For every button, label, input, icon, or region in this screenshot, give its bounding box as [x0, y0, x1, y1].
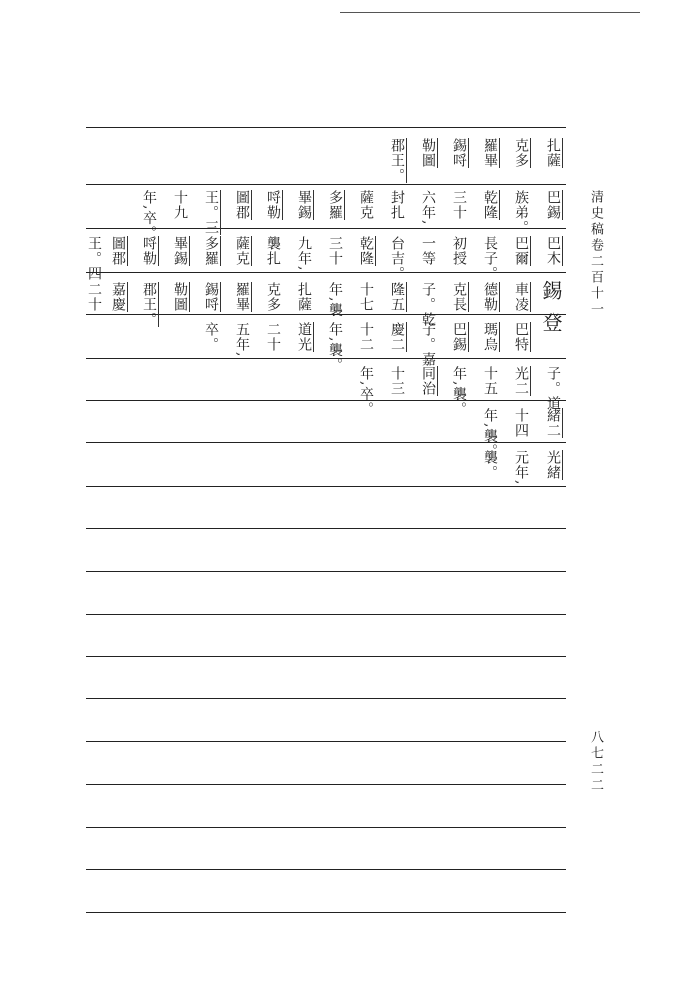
table-cell: 年,襲。: [482, 408, 498, 459]
rule-line: [86, 358, 566, 359]
table-cell: 光緒: [545, 450, 561, 480]
table-cell: 克多: [265, 282, 281, 312]
table-cell: 多羅: [203, 236, 219, 266]
table-cell: 十二: [358, 322, 374, 352]
table-cell: 德勒: [482, 282, 498, 312]
rule-line: [86, 827, 566, 828]
table-cell: 羅畢: [482, 138, 498, 168]
rule-line: [86, 912, 566, 913]
table-cell: 勒圖: [172, 282, 188, 312]
rule-line: [86, 698, 566, 699]
table-cell: 薩克: [234, 236, 250, 266]
table-cell: 年,襲: [327, 282, 343, 318]
rule-line: [86, 741, 566, 742]
table-cell: 台吉。: [389, 236, 405, 281]
table-cell: 十五: [482, 366, 498, 396]
table-cell: 扎薩: [545, 138, 561, 168]
table-cell: 二十: [265, 322, 281, 352]
table-cell: 光二: [513, 366, 529, 396]
table-cell: 勒圖: [420, 138, 436, 168]
table-cell: 薩克: [358, 190, 374, 220]
table-cell: 郡王。: [141, 282, 157, 327]
table-cell: 錫哷: [203, 282, 219, 312]
rule-line: [86, 486, 566, 487]
table-cell: 十三: [389, 366, 405, 396]
table-cell: 克長: [451, 282, 467, 312]
table-cell: 六年,: [420, 190, 436, 226]
table-cell: 三十: [451, 190, 467, 220]
table-cell: 長子。: [482, 236, 498, 281]
table-cell: 隆五: [389, 282, 405, 312]
table-cell: 初授: [451, 236, 467, 266]
table-cell: 子。乾: [420, 282, 436, 327]
table-cell: 年,襲。: [451, 366, 467, 417]
table-cell: 十七: [358, 282, 374, 312]
table-cell: 圖郡: [234, 190, 250, 220]
table-cell: 畢錫: [172, 236, 188, 266]
table-cell: 年,卒。: [358, 366, 374, 417]
table-cell: 王。四: [86, 236, 102, 281]
table-cell: 巴爾: [513, 236, 529, 266]
table-cell: 五年,: [234, 322, 250, 358]
table-cell: 十九: [172, 190, 188, 220]
rule-line: [86, 400, 566, 401]
table-cell: 封扎: [389, 190, 405, 220]
table-cell: 王。三: [203, 190, 219, 235]
rule-line: [86, 656, 566, 657]
table-cell: 錫哷: [451, 138, 467, 168]
rule-line: [86, 528, 566, 529]
rule-line: [86, 869, 566, 870]
table-cell: 巴錫: [451, 322, 467, 352]
table-cell: 車凌: [513, 282, 529, 312]
table-cell: 緒二: [545, 408, 561, 438]
table-cell: 巴木: [545, 236, 561, 266]
table-cell: 瑪烏: [482, 322, 498, 352]
table-cell: 哷勒: [265, 190, 281, 220]
table-cell: 巴特: [513, 322, 529, 352]
top-rule: [340, 12, 640, 13]
table-cell: 哷勒: [141, 236, 157, 266]
table-cell: 嘉慶: [110, 282, 126, 312]
table-cell: 乾隆: [482, 190, 498, 220]
rule-line: [86, 228, 566, 229]
table-cell: 年,卒。: [141, 190, 157, 241]
table-cell: 九年,: [296, 236, 312, 272]
rule-line: [86, 614, 566, 615]
table-cell: 扎薩: [296, 282, 312, 312]
table-cell: 族弟。: [513, 190, 529, 235]
rule-line: [86, 184, 566, 185]
table-cell: 乾隆: [358, 236, 374, 266]
table-cell: 慶二: [389, 322, 405, 352]
table-cell: 子。道: [545, 366, 561, 411]
table-cell: 十四: [513, 408, 529, 438]
rule-line: [86, 571, 566, 572]
book-title: 清史稿卷二百十一: [588, 190, 603, 318]
rule-line: [86, 784, 566, 785]
table-cell: 一等: [420, 236, 436, 266]
table-cell: 巴錫: [545, 190, 561, 220]
table-cell: 多羅: [327, 190, 343, 220]
table-cell: 圖郡: [110, 236, 126, 266]
table-cell: 子。嘉: [420, 322, 436, 367]
page-number: 八七二二: [588, 730, 603, 794]
table-cell: 三十: [327, 236, 343, 266]
table-cell: 卒。: [203, 322, 219, 352]
table-cell: 畢錫: [296, 190, 312, 220]
table-cell: 襲。: [482, 450, 498, 480]
rule-line: [86, 127, 566, 128]
table-cell: 同治: [420, 366, 436, 396]
table-cell: 羅畢: [234, 282, 250, 312]
table-cell: 克多: [513, 138, 529, 168]
table-cell: 二十: [86, 282, 102, 312]
table-cell: 襲扎: [265, 236, 281, 266]
heading-name: 錫登: [539, 280, 563, 344]
table-cell: 郡王。: [389, 138, 405, 183]
table-cell: 道光: [296, 322, 312, 352]
table-cell: 元年,: [513, 450, 529, 486]
table-cell: 年,襲。: [327, 322, 343, 373]
